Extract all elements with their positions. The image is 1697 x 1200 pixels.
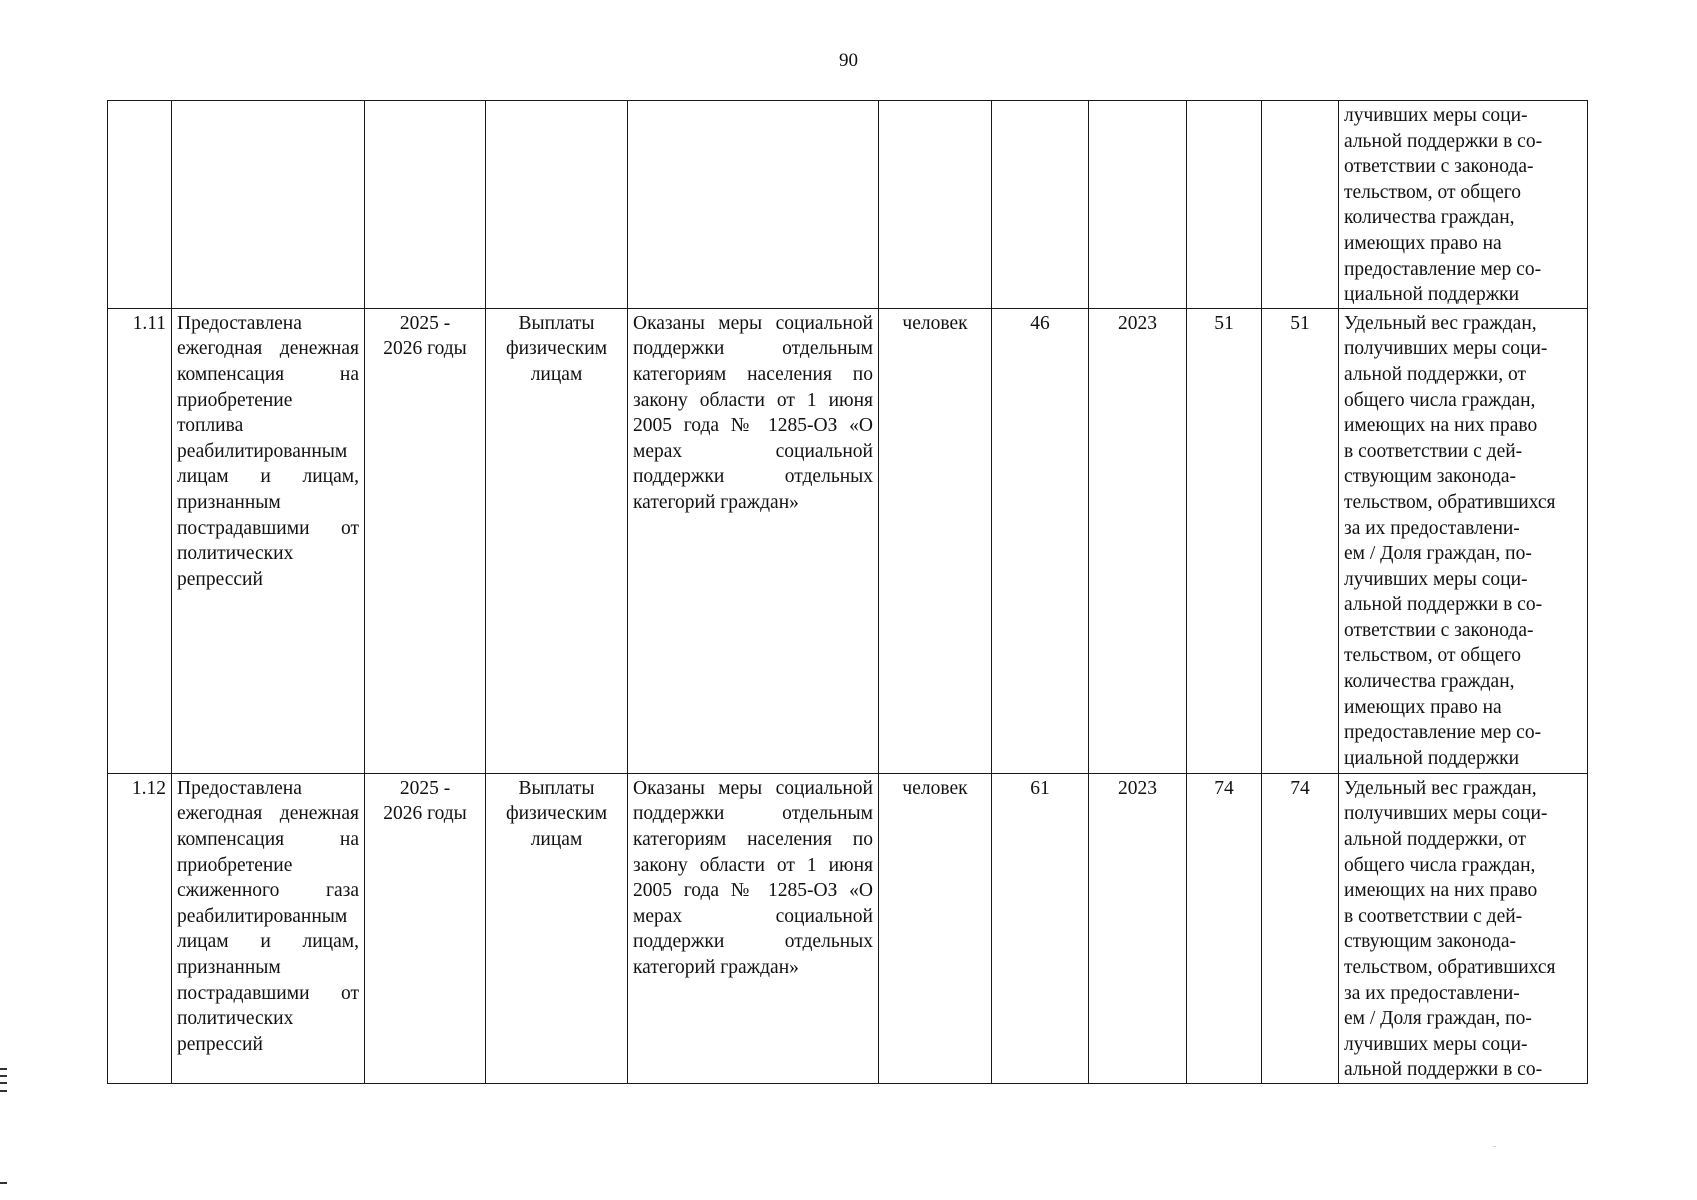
value-2025-cell: 51	[1187, 308, 1262, 773]
indicator-cell: Удельный вес граждан, получивших меры соци- альной поддержки, от общего числа граждан, имеющих на них право в соответствии с дей- ствующим законода- тельством, обратившихся за их предоставлени- ем / Доля граждан, по- лучивших меры соци- альной поддержки в со-	[1339, 773, 1588, 1083]
result-cell: Предоставлена ежегодная денежная компенсация на приобретение топлива реабилитированным лицам и лицам, признанным пострадавшими от политических репрессий	[172, 308, 365, 773]
characteristic-cell: Оказаны меры социальной поддержки отдельным категориям населения по закону области от 1 июня 2005 года № 1285-ОЗ «О мерах социальной поддержки отдельных категорий граждан»	[628, 773, 879, 1083]
base-year-cell: 2023	[1089, 773, 1187, 1083]
table-row	[108, 308, 1588, 773]
value-2026-cell: 74	[1262, 773, 1339, 1083]
type-cell: Выплаты физическим лицам	[486, 773, 628, 1083]
scan-dust-mark	[1493, 1146, 1496, 1147]
row-number-cell: 1.11	[108, 308, 172, 773]
result-cell: Предоставлена ежегодная денежная компенсация на приобретение сжиженного газа реабилитированным лицам и лицам, признанным пострадавшими от политических репрессий	[172, 773, 365, 1083]
indicator-cell: лучивших меры соци- альной поддержки в со- ответствии с законода- тельством, от общего количества граждан, имеющих право на предоставление мер со- циальной поддержки	[1339, 101, 1588, 309]
characteristic-cell	[628, 101, 879, 309]
value-2026-cell: 51	[1262, 308, 1339, 773]
scan-edge-mark	[0, 1068, 7, 1070]
row-number-cell: 1.12	[108, 773, 172, 1083]
period-cell	[365, 101, 486, 309]
characteristic-cell: Оказаны меры социальной поддержки отдельным категориям населения по закону области от 1 июня 2005 года № 1285-ОЗ «О мерах социальной поддержки отдельных категорий граждан»	[628, 308, 879, 773]
table-row	[108, 773, 1588, 1083]
base-year-cell	[1089, 101, 1187, 309]
base-value-cell: 46	[992, 308, 1089, 773]
period-cell: 2025 - 2026 годы	[365, 308, 486, 773]
unit-cell: человек	[879, 308, 992, 773]
type-cell	[486, 101, 628, 309]
scan-edge-mark	[0, 1075, 7, 1077]
table-row	[108, 101, 1588, 309]
scan-edge-mark	[0, 1182, 7, 1184]
scan-edge-mark	[0, 1082, 7, 1084]
base-value-cell	[992, 101, 1089, 309]
value-2026-cell	[1262, 101, 1339, 309]
value-2025-cell: 74	[1187, 773, 1262, 1083]
unit-cell	[879, 101, 992, 309]
measures-table	[107, 100, 1588, 1084]
period-cell: 2025 - 2026 годы	[365, 773, 486, 1083]
base-year-cell: 2023	[1089, 308, 1187, 773]
value-2025-cell	[1187, 101, 1262, 309]
row-number-cell	[108, 101, 172, 309]
type-cell: Выплаты физическим лицам	[486, 308, 628, 773]
scan-edge-mark	[0, 1090, 7, 1092]
unit-cell: человек	[879, 773, 992, 1083]
result-cell	[172, 101, 365, 309]
indicator-cell: Удельный вес граждан, получивших меры соци- альной поддержки, от общего числа граждан, имеющих на них право в соответствии с дей- ствующим законода- тельством, обратившихся за их предоставлени- ем / Доля граждан, по- лучивших меры соци- альной поддержки в со- ответствии с законода- тельством, от общего количества граждан, имеющих право на предоставление мер со- циальной поддержки	[1339, 308, 1588, 773]
base-value-cell: 61	[992, 773, 1089, 1083]
page-number: 90	[839, 50, 858, 71]
